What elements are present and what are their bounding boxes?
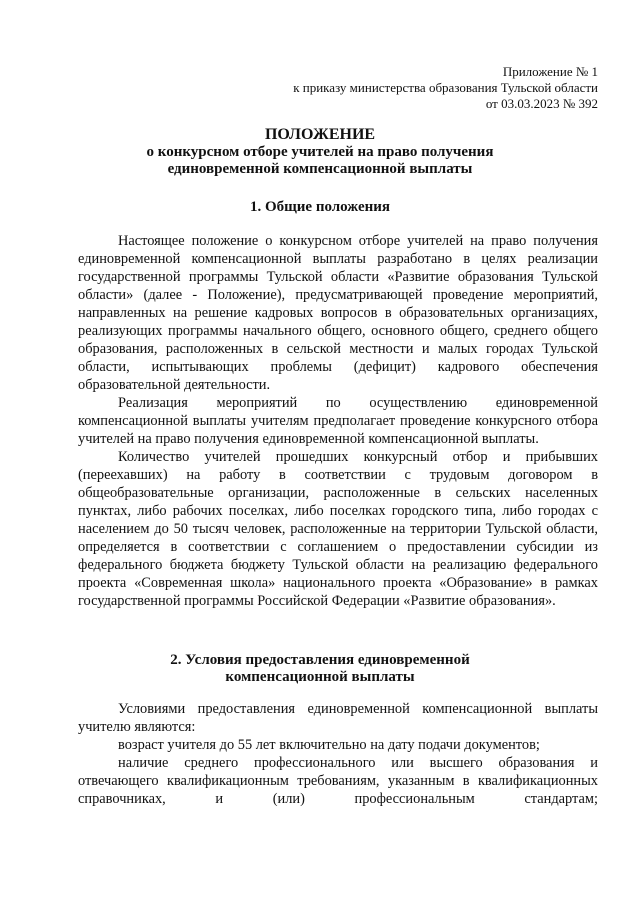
section-2-paragraph-2: возраст учителя до 55 лет включительно на дату подачи документов; [118,737,540,753]
title-heading: ПОЛОЖЕНИЕ [264,126,376,143]
section-1-paragraph-2: Реализация мероприятий по осуществлению единовременной компенсационной выплаты учителям предполагает проведение конкурсного отбора учителей на право получения единовременной компенсационной выплаты. [78,395,598,447]
annex-order-date: от 03.03.2023 № 392 [485,96,598,111]
section-1-paragraph-1: Настоящее положение о конкурсном отборе учителей на право получения единовременной компенсационной выплаты разработано в целях реализации государственной программы Тульской области «Развитие образования Тульской области» (далее - Положение), предусматривающей проведение мероприятий, направленных на решение кадровых вопросов в образовательных организациях, реализующих программы начального общего, основного общего, среднего общего образования, расположенных в сельской местности и малых городах Тульской области, испытывающих проблемы (дефицит) кадрового обеспечения образовательной деятельности. [78,233,598,393]
annex-block [293,64,598,112]
annex-order-ref: к приказу министерства образования Тульской области [293,80,598,95]
section-2-paragraph-3: наличие среднего профессионального или высшего образования и отвечающего квалификационным требованиям, указанным в квалификационных справочниках, и (или) профессиональным стандартам; [78,755,598,807]
section-2-body [78,700,598,808]
section-1-paragraph-3: Количество учителей прошедших конкурсный отбор и прибывших (переехавших) на работу в соответствии с трудовым договором в общеобразовательные организации, расположенные в сельских населенных пунктах, либо рабочих поселках, либо поселках городского типа, либо городах с населением до 50 тысяч человек, расположенные на территории Тульской области, определяется в соответствии с соглашением о предоставлении субсидии из федерального бюджета бюджету Тульской области на реализацию федерального проекта «Современная школа» национального проекта «Образование» в рамках государственной программы Российской Федерации «Развитие образования». [78,449,598,609]
title-line-2: единовременной компенсационной выплаты [167,161,473,177]
title-line-1: о конкурсном отборе учителей на право получения [146,144,494,160]
section-2-heading-line-2: компенсационной выплаты [225,669,415,685]
section-1-heading: 1. Общие положения [249,199,391,215]
annex-number: Приложение № 1 [502,64,598,79]
section-2-paragraph-1: Условиями предоставления единовременной компенсационной выплаты учителю являются: [78,701,598,735]
document-title [0,126,640,178]
section-2-heading [0,652,640,686]
section-2-heading-line-1: 2. Условия предоставления единовременной [170,652,470,668]
section-1-body [78,232,598,610]
